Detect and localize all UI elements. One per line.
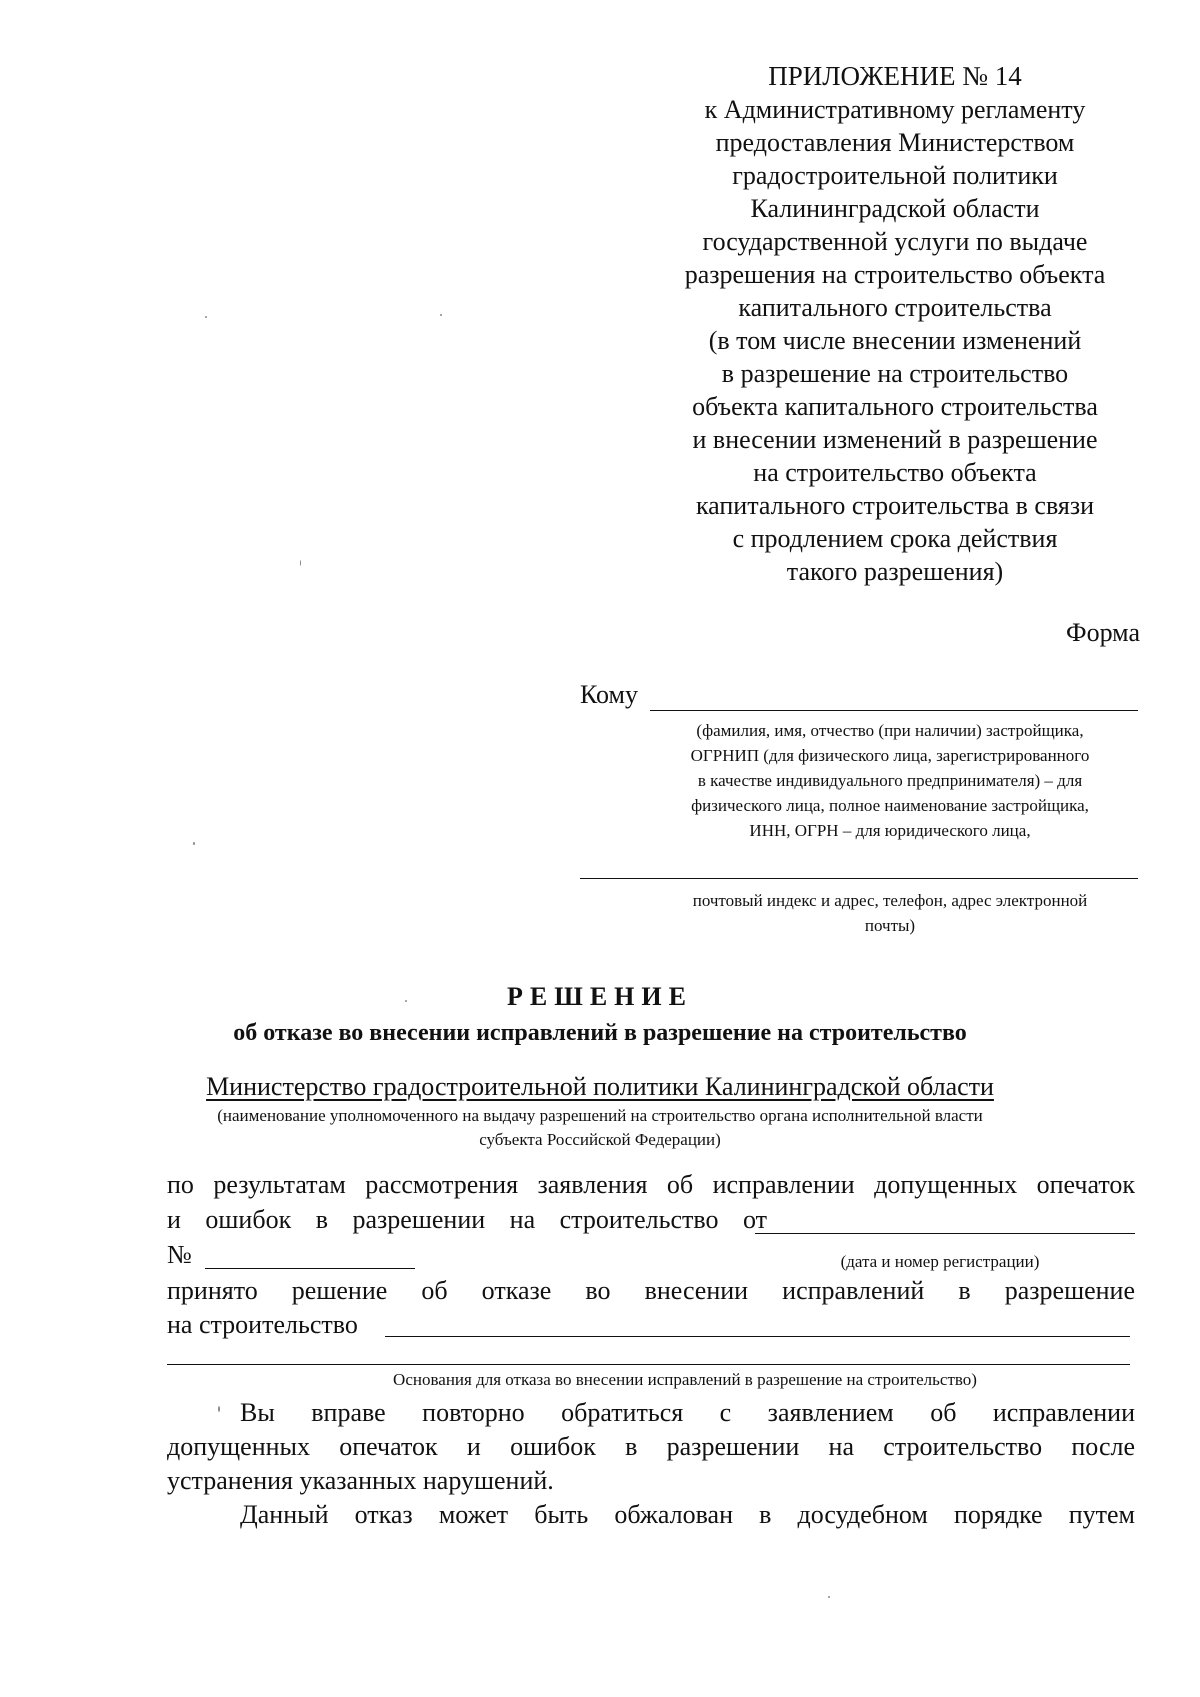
para1-line-2: допущенных опечаток и ошибок в разрешении на строительство после <box>167 1432 1135 1461</box>
addressee-address-note: почтовый индекс и адрес, телефон, адрес электронной почты) <box>692 891 1088 935</box>
appendix-line: к Административному регламенту <box>704 95 1086 124</box>
appendix-line: градостроительной политики <box>732 161 1058 190</box>
number-sign: № <box>167 1240 192 1269</box>
scan-speck <box>440 314 442 316</box>
scan-speck <box>828 1596 830 1598</box>
ministry-note: (наименование уполномоченного на выдачу разрешений на строительство органа исполнительной власти субъекта Российской Федерации) <box>217 1106 983 1149</box>
reasons-note: Основания для отказа во внесении исправлений в разрешение на строительство) <box>393 1370 977 1389</box>
scan-speck <box>193 842 195 845</box>
date-note: (дата и номер регистрации) <box>840 1252 1040 1271</box>
appendix-line: и внесении изменений в разрешение <box>692 425 1098 454</box>
appendix-line: разрешения на строительство объекта <box>684 260 1106 289</box>
addressee-row <box>580 680 1140 716</box>
appendix-line: Калининградской области <box>750 194 1040 223</box>
ministry-name: Министерство градостроительной политики Калининградской области <box>206 1072 994 1101</box>
appendix-line: государственной услуги по выдаче <box>702 227 1088 256</box>
form-label: Форма <box>1066 618 1140 647</box>
scan-speck <box>405 1000 407 1002</box>
decision-subtitle: об отказе во внесении исправлений в разрешение на строительство <box>233 1020 967 1046</box>
body-line-4: принято решение об отказе во внесении исправлений в разрешение <box>167 1276 1135 1305</box>
scan-speck <box>300 560 301 566</box>
body-line-2: и ошибок в разрешении на строительство от <box>167 1205 767 1234</box>
addressee-note: (фамилия, имя, отчество (при наличии) застройщика, ОГРНИП (для физического лица, зарегистрированного в качестве индивидуального предпринимателя) – для физического лица, полное наименование застройщика, ИНН, ОГРН – для юридического лица, <box>690 721 1090 840</box>
appendix-line: с продлением срока действия <box>732 524 1058 553</box>
para1-line-3: устранения указанных нарушений. <box>167 1466 554 1495</box>
appendix-title: ПРИЛОЖЕНИЕ № 14 <box>768 61 1022 91</box>
para2-line-1: Данный отказ может быть обжалован в досудебном порядке путем <box>240 1500 1135 1529</box>
appendix-line: такого разрешения) <box>786 557 1004 586</box>
appendix-line: (в том числе внесении изменений <box>708 326 1082 355</box>
addressee-address-line[interactable] <box>580 878 1138 879</box>
reasons-field-line-2[interactable] <box>167 1364 1130 1365</box>
appendix-line: капитального строительства в связи <box>695 491 1095 520</box>
appendix-line: объекта капитального строительства <box>692 392 1098 421</box>
addressee-label: Кому <box>580 680 639 709</box>
appendix-header <box>660 60 1130 588</box>
appendix-line: на строительство объекта <box>753 458 1037 487</box>
body-line-5: на строительство <box>167 1310 358 1339</box>
appendix-line: капитального строительства <box>738 293 1052 322</box>
body-line-1: по результатам рассмотрения заявления об исправлении допущенных опечаток <box>167 1170 1135 1199</box>
appendix-line: в разрешение на строительство <box>721 359 1069 388</box>
decision-title: РЕШЕНИЕ <box>507 982 693 1011</box>
appendix-line: предоставления Министерством <box>715 128 1075 157</box>
scan-speck <box>218 1406 220 1412</box>
addressee-name-line[interactable] <box>650 710 1138 711</box>
reasons-field-line-1[interactable] <box>385 1336 1130 1337</box>
para1-line-1: Вы вправе повторно обратиться с заявлением об исправлении <box>240 1398 1135 1427</box>
scan-speck <box>205 316 207 318</box>
number-field-line[interactable] <box>205 1268 415 1269</box>
date-field-line[interactable] <box>755 1233 1135 1234</box>
